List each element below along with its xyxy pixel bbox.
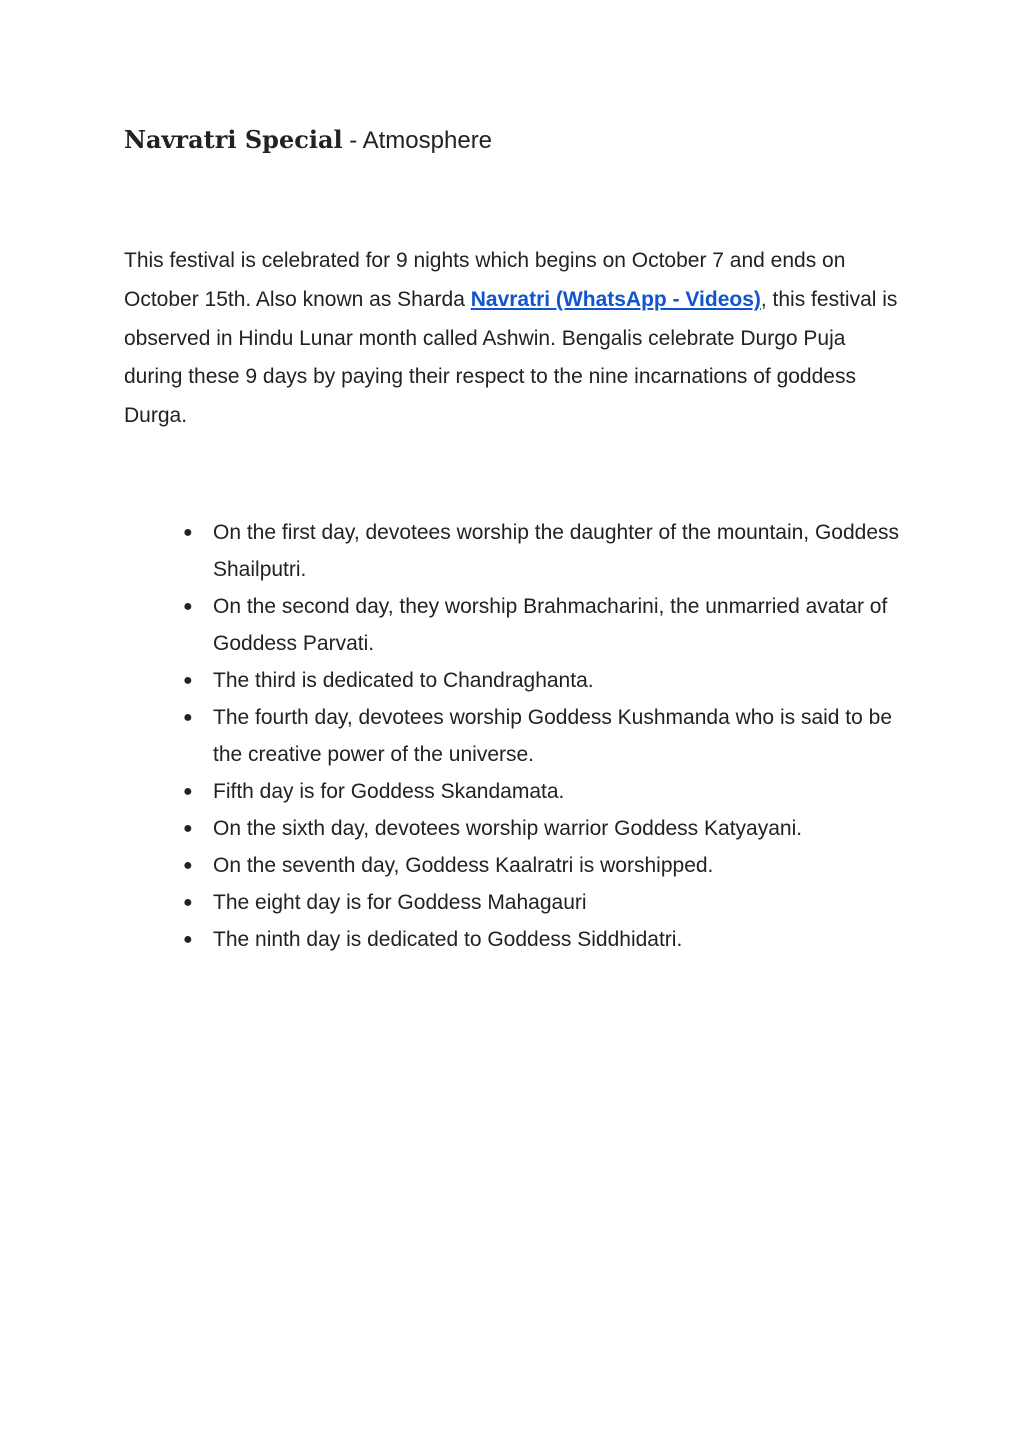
bullet-icon: ● — [183, 783, 193, 800]
intro-text-after-link: , this festival is observed in Hindu Lunar month called Ashwin. Bengalis celebrate Durgo Puja during these 9 days by paying their respect to the nine incarnations of goddess Durga. — [124, 287, 898, 428]
bullet-icon: ● — [183, 524, 193, 541]
bullet-icon: ● — [183, 857, 193, 874]
intro-text-before-link: This festival is celebrated for 9 nights which begins on October 7 and ends on October 15th. Also known as Sharda — [124, 249, 846, 311]
list-item-text: The ninth day is dedicated to Goddess Siddhidatri. — [213, 928, 683, 951]
list-item-text: On the first day, devotees worship the daughter of the mountain, Goddess Shailputri. — [213, 521, 900, 581]
title-sans-part: - Atmosphere — [342, 127, 493, 154]
list-item — [183, 773, 903, 810]
days-list — [183, 514, 903, 958]
list-item — [183, 847, 903, 884]
list-item-text: Fifth day is for Goddess Skandamata. — [213, 780, 565, 803]
list-item-text: The fourth day, devotees worship Goddess Kushmanda who is said to be the creative power of the universe. — [213, 706, 893, 766]
list-item — [183, 699, 903, 773]
list-item — [183, 514, 903, 588]
list-item — [183, 921, 903, 958]
bullet-icon: ● — [183, 672, 193, 689]
list-item — [183, 884, 903, 921]
bullet-icon: ● — [183, 709, 193, 726]
list-item — [183, 588, 903, 662]
list-item-text: On the sixth day, devotees worship warrior Goddess Katyayani. — [213, 817, 803, 840]
bullet-icon: ● — [183, 598, 193, 615]
list-item — [183, 810, 903, 847]
title-serif-part: Navratri Special — [124, 125, 343, 154]
list-item-text: The third is dedicated to Chandraghanta. — [213, 669, 594, 692]
list-item-text: The eight day is for Goddess Mahagauri — [213, 891, 587, 914]
bullet-icon: ● — [183, 931, 193, 948]
navratri-videos-link[interactable]: Navratri (WhatsApp - Videos) — [470, 287, 761, 311]
list-item — [183, 662, 903, 699]
bullet-icon: ● — [183, 894, 193, 911]
list-item-text: On the second day, they worship Brahmacharini, the unmarried avatar of Goddess Parvati. — [213, 595, 888, 655]
bullet-icon: ● — [183, 820, 193, 837]
list-item-text: On the seventh day, Goddess Kaalratri is worshipped. — [213, 854, 714, 877]
intro-paragraph — [124, 242, 904, 436]
page-title — [124, 120, 492, 161]
